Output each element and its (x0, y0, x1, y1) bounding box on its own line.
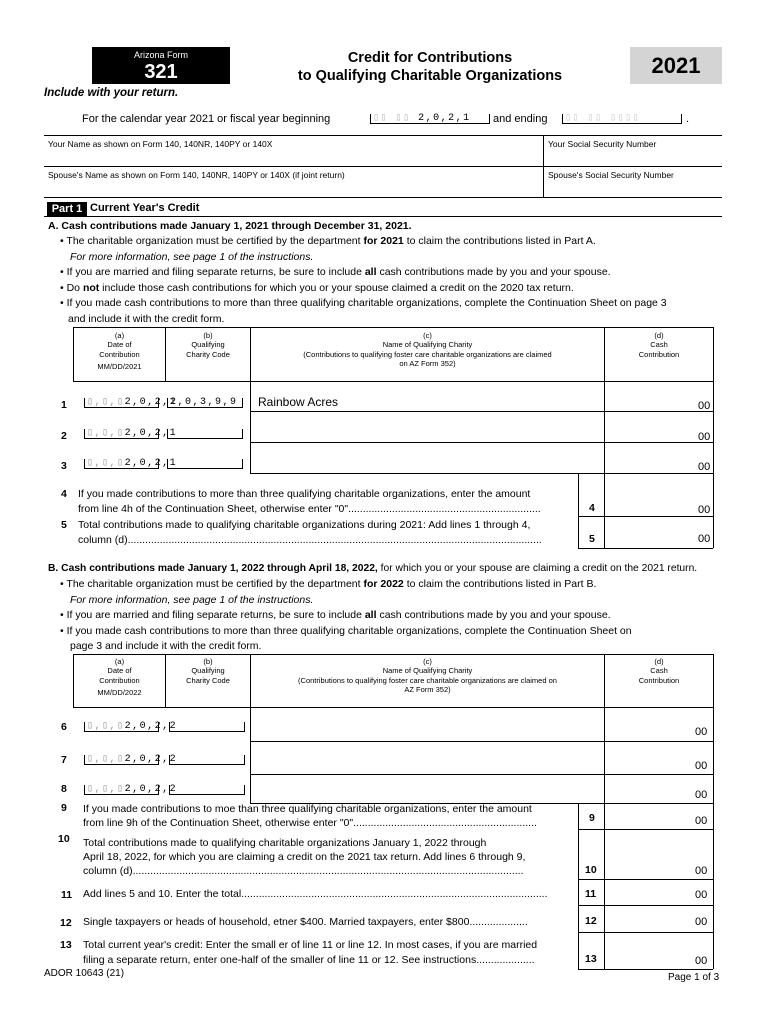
fiscal-end-input[interactable]: ▯▯ ▯▯ ▯▯▯▯ (562, 114, 682, 124)
spouse-ssn-field-label: Spouse's Social Security Number (548, 170, 674, 180)
ssn-field-label: Your Social Security Number (548, 139, 657, 149)
form-number-box (92, 47, 230, 84)
col-c-header: (c) Name of Qualifying Charity (Contributions to qualifying foster care charitable organizations are claimed on AZ Form 352) (298, 657, 557, 695)
line-number: 10 (58, 833, 70, 845)
col-a-header: (a) Date of Contribution MM/DD/2021 (97, 331, 142, 372)
line-number: 9 (61, 802, 67, 814)
line-number: 13 (60, 939, 72, 951)
calendar-year-text: For the calendar year 2021 or fiscal year beginning (82, 113, 331, 125)
include-note: Include with your return. (44, 87, 179, 99)
line-number: 4 (61, 488, 67, 500)
part1-tag: Part 1 (47, 202, 87, 216)
name-field-label: Your Name as shown on Form 140, 140NR, 140PY or 140X (48, 139, 273, 149)
cents: 00 (695, 865, 708, 877)
line-12-text: Single taxpayers or heads of household, etner $400. Married taxpayers, enter $800.................... (83, 916, 528, 928)
spouse-ssn-input[interactable] (546, 180, 720, 196)
line-11-text: Add lines 5 and 10. Enter the total......................................................................................................... (83, 888, 548, 900)
charity-name-input[interactable] (256, 722, 596, 738)
cents: 00 (695, 726, 708, 738)
tax-year-box (630, 47, 722, 84)
charity-name-input[interactable] (256, 755, 596, 771)
line-number: 2 (61, 430, 67, 442)
date-input[interactable]: ▯,▯,▯2,0,2,1 (84, 429, 159, 439)
spouse-name-field-label: Spouse's Name as shown on Form 140, 140NR, 140PY or 140X (if joint return) (48, 170, 345, 180)
page-number: Page 1 of 3 (668, 972, 720, 983)
cents: 00 (695, 955, 708, 967)
line-number: 6 (61, 721, 67, 733)
line-12-amount[interactable] (606, 907, 694, 930)
charity-name-input[interactable] (258, 456, 598, 470)
line-10-text: Total contributions made to qualifying charitable organizations January 1, 2022 through April 18, 2022, for which you are claiming a credit on the 2021 tax return. Add lines 6 through 9, column (d)...................................................................................................................................... (83, 837, 526, 877)
line-number: 1 (61, 399, 67, 411)
line-number: 8 (61, 783, 67, 795)
form-label: Arizona Form (133, 50, 188, 60)
line-13-amount[interactable] (606, 934, 694, 967)
line-5-box: 5 (589, 533, 595, 545)
line-9-box: 9 (589, 812, 595, 824)
line-number: 7 (61, 754, 67, 766)
line-13-text: Total current year's credit: Enter the small er of line 11 or line 12. In most cases, if you are married filing a separate return, enter one-half of the smaller of line 11 or 12. See instructions.................... (83, 939, 538, 966)
cents: 00 (695, 815, 708, 827)
date-input[interactable]: ▯,▯,▯2,0,2,2 (84, 755, 159, 765)
tax-year: 2021 (651, 53, 701, 78)
line-11-box: 11 (585, 888, 597, 900)
cents: 00 (695, 760, 708, 772)
line-number: 3 (61, 460, 67, 472)
line-13-box: 13 (585, 953, 597, 965)
part1-title: Current Year's Credit (90, 202, 200, 214)
cents: 00 (698, 431, 711, 443)
cents: 00 (695, 789, 708, 801)
ending-text: and ending (493, 113, 548, 125)
date-input[interactable]: ▯,▯,▯2,0,2,1 (84, 459, 159, 469)
col-b-header: (b) Qualifying Charity Code (186, 657, 230, 685)
line-number: 11 (61, 889, 73, 901)
line-5-amount[interactable] (606, 518, 696, 546)
section-b-bullets: • The charitable organization must be certified by the department for 2022 to claim the contributions listed in Part B. For more information, see page 1 of the instructions. • If you are married and filing separate returns, be sure to include all cash contributions made by you and your spouse. • If you made cash contributions to more than three qualifying charitable organizations, complete the Continuation Sheet on page 3 and include it with the credit form. (60, 578, 632, 652)
name-input[interactable] (46, 149, 540, 165)
date-input[interactable]: ▯,▯,▯2,0,2,2 (84, 785, 159, 795)
section-b-heading: B. Cash contributions made January 1, 2022 through April 18, 2022, for which you or your spouse are claiming a credit on the 2021 return. (48, 563, 698, 574)
line-9-amount[interactable] (606, 805, 694, 827)
col-d-header: (d) Cash Contribution (638, 657, 680, 685)
col-a-header: (a) Date of Contribution MM/DD/2022 (97, 657, 142, 698)
line-4-text: If you made contributions to more than three qualifying charitable organizations, enter the amount from line 4h of the Continuation Sheet, otherwise enter "0".................................................................. (78, 488, 541, 515)
charity-name-input[interactable]: Rainbow Acres (258, 395, 339, 409)
col-b-header: (b) Qualifying Charity Code (186, 331, 230, 359)
period-mark: . (686, 113, 690, 125)
col-c-header: (c) Name of Qualifying Charity (Contributions to qualifying foster care charitable organizations are claimed on AZ Form 352) (303, 331, 552, 369)
line-4-amount[interactable] (606, 476, 696, 514)
cents: 00 (698, 461, 711, 473)
cents: 00 (698, 504, 711, 516)
cents: 00 (698, 400, 711, 412)
col-d-header: (d) Cash Contribution (638, 331, 680, 359)
charity-name-input[interactable] (258, 426, 598, 440)
ssn-input[interactable] (546, 149, 720, 165)
line-9-text: If you made contributions to moe than three qualifying charitable organizations, enter the amount from line 9h of the Continuation Sheet, otherwise enter "0"............................................................... (83, 803, 537, 829)
cents: 00 (695, 916, 708, 928)
date-input[interactable]: ▯,▯,▯2,0,2,1 (84, 398, 159, 408)
charity-code-input[interactable] (167, 429, 243, 439)
title-line-2: to Qualifying Charitable Organizations (297, 68, 563, 84)
line-11-amount[interactable] (606, 881, 694, 903)
charity-name-input[interactable] (256, 784, 596, 800)
form-code-footer: ADOR 10643 (21) (44, 968, 125, 979)
spouse-name-input[interactable] (46, 180, 540, 196)
line-number: 12 (60, 917, 72, 929)
charity-code-input[interactable] (169, 722, 245, 732)
line-4-box: 4 (589, 502, 595, 514)
charity-code-input[interactable] (169, 785, 245, 795)
charity-code-input[interactable] (167, 459, 243, 469)
line-12-box: 12 (585, 915, 597, 927)
line-number: 5 (61, 519, 67, 531)
form-title (230, 49, 630, 85)
date-input[interactable]: ▯,▯,▯2,0,2,2 (84, 722, 159, 732)
section-a-heading: A. Cash contributions made January 1, 2021 through December 31, 2021. (48, 220, 412, 232)
cents: 00 (698, 533, 711, 545)
line-5-text: Total contributions made to qualifying charitable organizations during 2021: Add lines 1 through 4, column (d).............................................................................................................................................. (78, 519, 542, 546)
fiscal-begin-input[interactable]: ▯▯ ▯▯ 2,0,2,1 (370, 114, 490, 124)
title-line-1: Credit for Contributions (347, 50, 513, 66)
charity-code-input[interactable]: 2,0,3,9,9 (167, 398, 243, 408)
cents: 00 (695, 889, 708, 901)
fiscal-begin-value: 2,0,2,1 (418, 113, 471, 124)
charity-code-input[interactable] (169, 755, 245, 765)
form-number: 321 (144, 61, 178, 83)
line-10-box: 10 (585, 864, 597, 876)
line-10-amount[interactable] (606, 831, 694, 877)
section-a-bullets: • The charitable organization must be certified by the department for 2021 to claim the contributions listed in Part A. For more information, see page 1 of the instructions. • If you are married and filing separate returns, be sure to include all cash contributions made by you and your spouse. • Do not include those cash contributions for which you or your spouse claimed a credit on the 2020 tax return. • If you made cash contributions to more than three qualifying charitable organizations, complete the Continuation Sheet on page 3 and include it with the credit form. (60, 235, 667, 325)
